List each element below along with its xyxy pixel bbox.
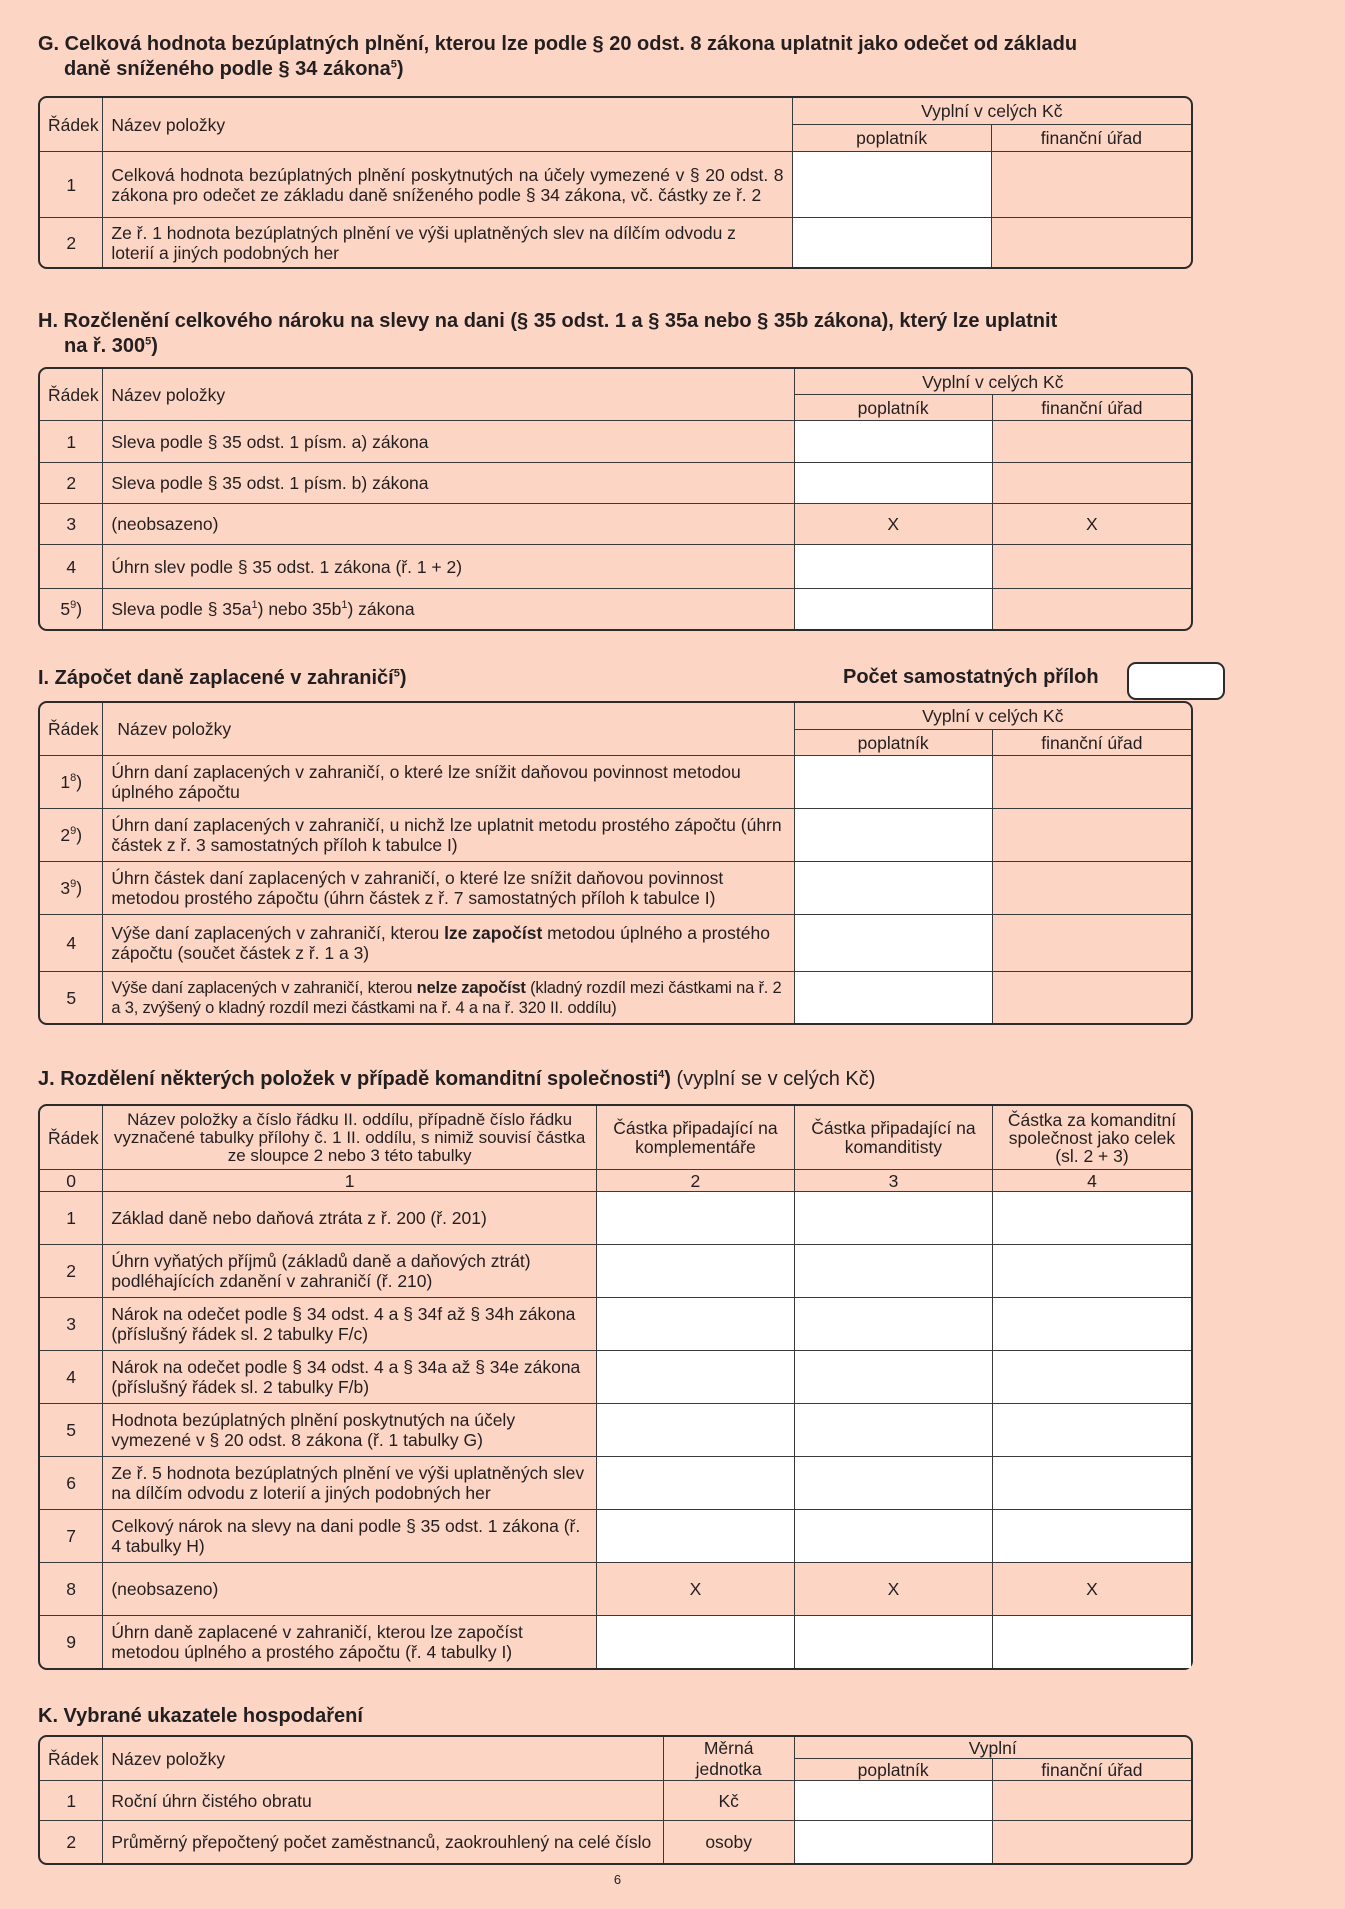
item-header: Název položky	[103, 369, 794, 421]
taxpayer-input[interactable]	[795, 1781, 993, 1821]
row-number: 3	[40, 1298, 103, 1351]
row-label: Úhrn daní zaplacených v zahraničí, o které lze snížit daňovou povinnost metodou úplného zápočtu	[103, 756, 794, 809]
row-label: Hodnota bezúplatných plnění poskytnutých na účely vymezené v § 20 odst. 8 zákona (ř. 1 tabulky G)	[103, 1404, 597, 1457]
page-number: 6	[613, 1872, 622, 1887]
row-number: 2	[40, 1821, 103, 1863]
section-i	[38, 666, 1193, 1025]
table-row	[40, 218, 1191, 267]
total-input[interactable]	[993, 1245, 1191, 1298]
fill-header: Vyplní v celých Kč	[793, 98, 1191, 125]
row-number: 3	[40, 504, 103, 545]
row-number: 2	[40, 463, 103, 504]
row-label: Celková hodnota bezúplatných plnění poskytnutých na účely vymezené v § 20 odst. 8 zákona pro odečet ze základu daně sníženého podle § 34 zákona, vč. částky ze ř. 2	[103, 152, 792, 218]
row-number: 5	[40, 972, 103, 1023]
table-row	[40, 915, 1191, 972]
table-j	[38, 1104, 1193, 1670]
table-row	[40, 1351, 1191, 1404]
attachment-count-label: Počet samostatných příloh	[843, 666, 1099, 688]
tax-office-field	[993, 1821, 1191, 1863]
table-row	[40, 1510, 1191, 1563]
row-label: (neobsazeno)	[103, 1563, 597, 1616]
section-h-title-sup: 5	[145, 335, 152, 348]
row-header: Řádek	[40, 98, 103, 152]
unit-value: Kč	[664, 1781, 795, 1821]
komanditista-input[interactable]	[795, 1245, 993, 1298]
row-number: 1	[40, 152, 103, 218]
komanditista-input[interactable]	[795, 1616, 993, 1668]
section-h-title-main: H. Rozčlenění celkového nároku na slevy na dani (§ 35 odst. 1 a § 35a nebo § 35b zákona), který lze uplatnit	[38, 310, 1058, 332]
row-label: Úhrn částek daní zaplacených v zahraničí, o které lze snížit daňovou povinnost metodou prostého zápočtu (úhrn částek z ř. 7 samostatných příloh k tabulce I)	[103, 862, 794, 915]
row-number: 2	[40, 1245, 103, 1298]
section-j-title-end: )	[664, 1068, 677, 1090]
taxpayer-input[interactable]	[795, 1821, 993, 1863]
table-row	[40, 421, 1191, 463]
tax-office-field	[993, 756, 1191, 809]
total-input[interactable]	[993, 1510, 1191, 1563]
row-number: 2	[40, 218, 103, 267]
table-row	[40, 1245, 1191, 1298]
row-number: $1^8$)	[40, 756, 103, 809]
tax-office-field	[993, 421, 1191, 463]
tax-office-field	[993, 545, 1191, 589]
col-number: 4	[993, 1170, 1191, 1192]
total-input[interactable]	[993, 1192, 1191, 1245]
section-i-title-end: )	[399, 667, 407, 689]
komplementar-input[interactable]	[597, 1298, 795, 1351]
taxpayer-header: poplatník	[795, 730, 993, 756]
row-label: Ze ř. 5 hodnota bezúplatných plnění ve výši uplatněných slev na dílčím odvodu z loterií a jiných podobných her	[103, 1457, 597, 1510]
section-h	[38, 309, 1193, 631]
row-label: Sleva podle § $35a^1$) nebo $35b^1$) zákona	[103, 589, 794, 629]
section-k	[38, 1704, 1193, 1865]
row-label: Základ daně nebo daňová ztráta z ř. 200 (ř. 201)	[103, 1192, 597, 1245]
row-label: Ze ř. 1 hodnota bezúplatných plnění ve výši uplatněných slev na dílčím odvodu z loterií a jiných podobných her	[103, 218, 792, 267]
table-h	[38, 367, 1193, 631]
item-header: Název položky	[103, 703, 794, 756]
komplementar-input[interactable]	[597, 1351, 795, 1404]
row-label: Úhrn slev podle § 35 odst. 1 zákona (ř. 1 + 2)	[103, 545, 794, 589]
table-g	[38, 96, 1193, 269]
row-number: 4	[40, 545, 103, 589]
komanditista-input[interactable]	[795, 1351, 993, 1404]
tax-office-field	[993, 589, 1191, 629]
section-h-title	[38, 309, 1193, 359]
col4-header: Částka za komanditní společnost jako celek (sl. 2 + 3)	[993, 1106, 1191, 1170]
row-header: Řádek	[40, 703, 103, 756]
taxpayer-header: poplatník	[795, 395, 993, 421]
tax-office-header: finanční úřad	[992, 125, 1191, 152]
taxpayer-input[interactable]	[793, 218, 992, 267]
row-label: Úhrn daně zaplacené v zahraničí, kterou lze započíst metodou úplného a prostého zápočtu (ř. 4 tabulky I)	[103, 1616, 597, 1668]
table-row	[40, 809, 1191, 862]
table-row	[40, 972, 1191, 1023]
section-i-title-main: I. Zápočet daně zaplacené v zahraničí	[38, 667, 394, 689]
row-label: Úhrn vyňatých příjmů (základů daně a daňových ztrát) podléhajících zdanění v zahraničí (ř. 210)	[103, 1245, 597, 1298]
row-label: Výše daní zaplacených v zahraničí, kterou nelze započíst (kladný rozdíl mezi částkami na ř. 2 a 3, zvýšený o kladný rozdíl mezi částkami na ř. 4 a na ř. 320 II. oddílu)	[103, 972, 794, 1023]
tax-office-header: finanční úřad	[993, 395, 1191, 421]
col1-header: Název položky a číslo řádku II. oddílu, případně číslo řádku vyznačené tabulky přílohy č. 1 II. oddílu, s nimiž souvisí částka ze sloupce 2 nebo 3 této tabulky	[103, 1106, 597, 1170]
row-label: Nárok na odečet podle § 34 odst. 4 a § 34f až § 34h zákona (příslušný řádek sl. 2 tabulky F/c)	[103, 1298, 597, 1351]
row-number: $5^9$)	[40, 589, 103, 629]
taxpayer-input[interactable]	[795, 545, 993, 589]
komplementar-input[interactable]	[597, 1510, 795, 1563]
col-number: 0	[40, 1170, 103, 1192]
tax-office-field	[993, 972, 1191, 1023]
section-g-title	[38, 32, 1193, 82]
section-j-title	[38, 1067, 1193, 1092]
row-number: 1	[40, 1781, 103, 1821]
table-row	[40, 545, 1191, 589]
table-row	[40, 463, 1191, 504]
cross-mark: X	[795, 1563, 993, 1616]
row-number: 6	[40, 1457, 103, 1510]
cross-mark: X	[795, 504, 993, 545]
table-row	[40, 152, 1191, 218]
row-number: 1	[40, 1192, 103, 1245]
table-row	[40, 1616, 1191, 1668]
row-label: Roční úhrn čistého obratu	[103, 1781, 663, 1821]
table-row	[40, 862, 1191, 915]
section-k-title: K. Vybrané ukazatele hospodaření	[38, 1705, 363, 1727]
komplementar-input[interactable]	[597, 1245, 795, 1298]
tax-office-field	[992, 218, 1191, 267]
section-j-title-note: (vyplní se v celých Kč)	[676, 1068, 876, 1090]
table-row	[40, 756, 1191, 809]
taxpayer-input[interactable]	[795, 463, 993, 504]
table-row	[40, 1563, 1191, 1616]
taxpayer-input[interactable]	[795, 421, 993, 463]
row-number: 8	[40, 1563, 103, 1616]
fill-header: Vyplní v celých Kč	[795, 369, 1191, 395]
tax-office-header: finanční úřad	[993, 1759, 1191, 1781]
komanditista-input[interactable]	[795, 1510, 993, 1563]
table-k	[38, 1735, 1193, 1865]
col2-header: Částka připadající na komplementáře	[597, 1106, 795, 1170]
unit-header: Měrná jednotka	[664, 1737, 795, 1781]
table-row	[40, 589, 1191, 629]
komplementar-input[interactable]	[597, 1616, 795, 1668]
tax-office-field	[993, 463, 1191, 504]
taxpayer-header: poplatník	[793, 125, 992, 152]
row-label: Průměrný přepočtený počet zaměstnanců, zaokrouhlený na celé číslo	[103, 1821, 663, 1863]
section-h-title-cont: na ř. 300	[64, 335, 146, 357]
row-number: 4	[40, 1351, 103, 1404]
total-input[interactable]	[993, 1298, 1191, 1351]
attachment-count-input[interactable]	[1127, 662, 1225, 700]
taxpayer-input[interactable]	[793, 152, 992, 218]
tax-office-field	[993, 1781, 1191, 1821]
taxpayer-header: poplatník	[795, 1759, 993, 1781]
tax-office-field	[992, 152, 1191, 218]
komplementar-input[interactable]	[597, 1192, 795, 1245]
cross-mark: X	[993, 1563, 1191, 1616]
table-row	[40, 1404, 1191, 1457]
table-row	[40, 1192, 1191, 1245]
taxpayer-input[interactable]	[795, 972, 993, 1023]
row-label: Úhrn daní zaplacených v zahraničí, u nichž lze uplatnit metodu prostého zápočtu (úhrn částek z ř. 3 samostatných příloh k tabulce I)	[103, 809, 794, 862]
total-input[interactable]	[993, 1404, 1191, 1457]
col-number: 1	[103, 1170, 597, 1192]
row-number: 5	[40, 1404, 103, 1457]
table-row	[40, 1781, 1191, 1821]
tax-office-field	[993, 862, 1191, 915]
komplementar-input[interactable]	[597, 1457, 795, 1510]
taxpayer-input[interactable]	[795, 809, 993, 862]
item-header: Název položky	[103, 98, 792, 152]
row-number: 7	[40, 1510, 103, 1563]
section-j-title-main: J. Rozdělení některých položek v případě komanditní společnosti	[38, 1068, 659, 1090]
table-row	[40, 504, 1191, 545]
cross-mark: X	[993, 504, 1191, 545]
row-header: Řádek	[40, 1737, 103, 1781]
komplementar-input[interactable]	[597, 1404, 795, 1457]
section-g-title-cont: daně sníženého podle § 34 zákona	[64, 58, 391, 80]
row-label: Nárok na odečet podle § 34 odst. 4 a § 34a až § 34e zákona (příslušný řádek sl. 2 tabulky F/b)	[103, 1351, 597, 1404]
fill-header: Vyplní v celých Kč	[795, 703, 1191, 730]
taxpayer-input[interactable]	[795, 756, 993, 809]
section-g-title-end: )	[396, 58, 404, 80]
row-number: $2^9$)	[40, 809, 103, 862]
section-h-title-end: )	[151, 335, 158, 357]
taxpayer-input[interactable]	[795, 589, 993, 629]
section-j	[38, 1067, 1193, 1670]
row-number: 1	[40, 421, 103, 463]
row-label: Sleva podle § 35 odst. 1 písm. b) zákona	[103, 463, 794, 504]
fill-header: Vyplní	[795, 1737, 1191, 1759]
tax-office-field	[993, 809, 1191, 862]
row-number: 9	[40, 1616, 103, 1668]
row-header: Řádek	[40, 1106, 103, 1170]
row-label: (neobsazeno)	[103, 504, 794, 545]
row-number: $3^9$)	[40, 862, 103, 915]
col-number: 2	[597, 1170, 795, 1192]
row-label: Celkový nárok na slevy na dani podle § 35 odst. 1 zákona (ř. 4 tabulky H)	[103, 1510, 597, 1563]
komanditista-input[interactable]	[795, 1404, 993, 1457]
tax-office-field	[993, 915, 1191, 972]
col-number: 3	[795, 1170, 993, 1192]
taxpayer-input[interactable]	[795, 862, 993, 915]
item-header: Název položky	[103, 1737, 663, 1781]
total-input[interactable]	[993, 1351, 1191, 1404]
total-input[interactable]	[993, 1616, 1191, 1668]
table-i	[38, 701, 1193, 1025]
komanditista-input[interactable]	[795, 1457, 993, 1510]
section-g-title-main: G. Celková hodnota bezúplatných plnění, kterou lze podle § 20 odst. 8 zákona uplatnit jako odečet od základu	[38, 33, 1078, 55]
section-i-title-sup: 5	[393, 667, 400, 680]
row-number: 4	[40, 915, 103, 972]
unit-value: osoby	[664, 1821, 795, 1863]
komanditista-input[interactable]	[795, 1298, 993, 1351]
total-input[interactable]	[993, 1457, 1191, 1510]
section-j-title-sup: 4	[658, 1068, 665, 1081]
taxpayer-input[interactable]	[795, 915, 993, 972]
tax-office-header: finanční úřad	[993, 730, 1191, 756]
table-row	[40, 1298, 1191, 1351]
section-g	[38, 32, 1193, 269]
row-label: Sleva podle § 35 odst. 1 písm. a) zákona	[103, 421, 794, 463]
row-label: Výše daní zaplacených v zahraničí, kterou lze započíst metodou úplného a prostého zápočtu (součet částek z ř. 1 a 3)	[103, 915, 794, 972]
cross-mark: X	[597, 1563, 795, 1616]
section-g-title-sup: 5	[390, 58, 397, 71]
row-header: Řádek	[40, 369, 103, 421]
col3-header: Částka připadající na komanditisty	[795, 1106, 993, 1170]
komanditista-input[interactable]	[795, 1192, 993, 1245]
table-row	[40, 1457, 1191, 1510]
table-row	[40, 1821, 1191, 1863]
